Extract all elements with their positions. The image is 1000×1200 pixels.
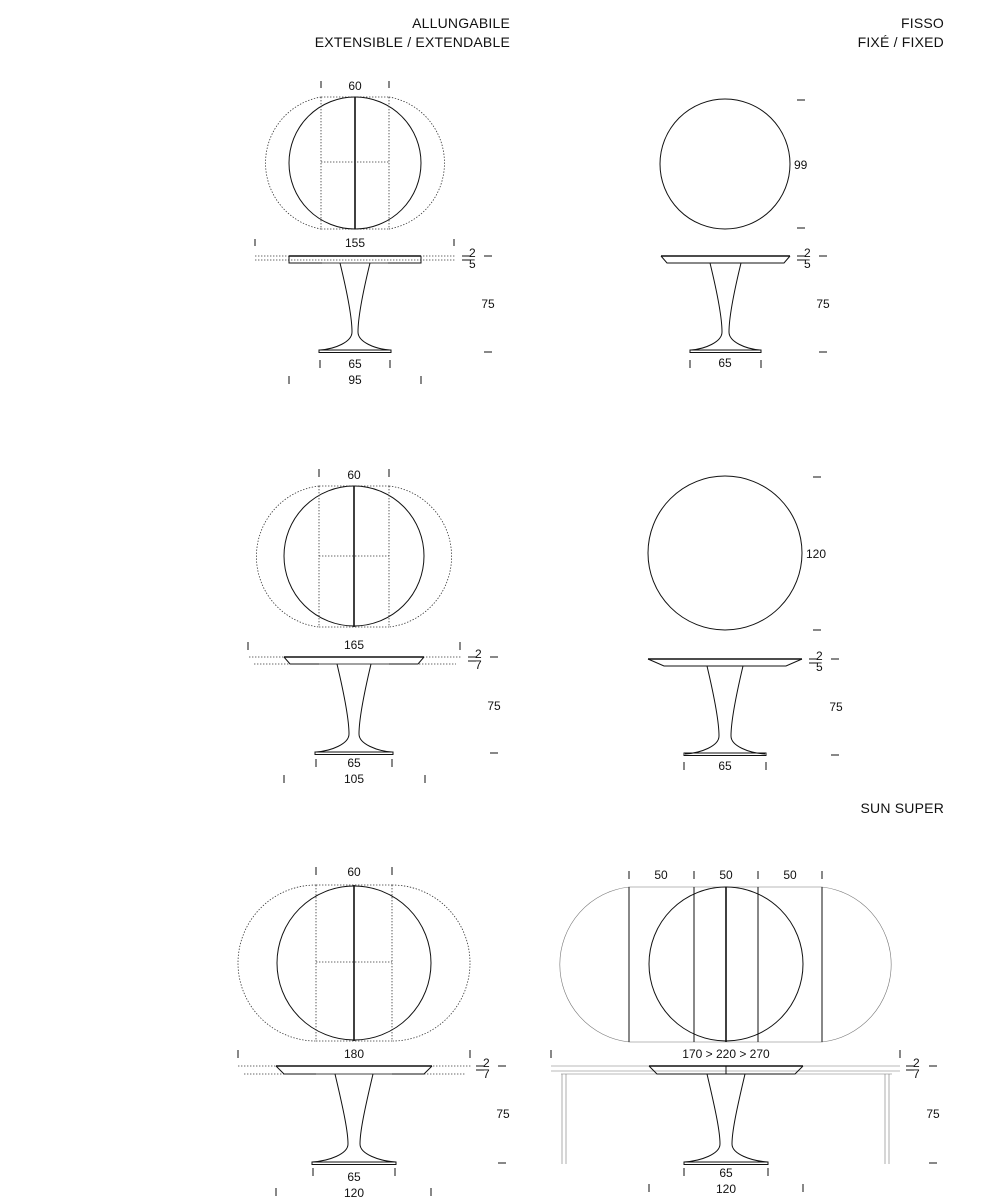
dimension-top-length bbox=[551, 1047, 900, 1061]
label-base: 65 bbox=[348, 357, 362, 371]
top-view bbox=[560, 887, 891, 1042]
dimension-base bbox=[313, 1168, 395, 1184]
label-diameter: 99 bbox=[794, 158, 808, 172]
side-view bbox=[648, 659, 802, 756]
label-top-thickness: 2 bbox=[816, 649, 823, 663]
side-view bbox=[661, 256, 790, 353]
label-base: 65 bbox=[718, 759, 732, 773]
dimension-diameter bbox=[276, 1186, 431, 1200]
label-height: 75 bbox=[496, 1107, 510, 1121]
dimension-height bbox=[816, 297, 830, 352]
thickness-marks bbox=[468, 647, 498, 672]
side-view bbox=[255, 256, 455, 353]
thickness-marks bbox=[476, 1056, 506, 1081]
label-height: 75 bbox=[829, 700, 843, 714]
dimension-height bbox=[926, 1107, 940, 1163]
top-view bbox=[266, 97, 445, 229]
header-extendable-line1: ALLUNGABILE bbox=[412, 15, 510, 31]
dimension-base bbox=[684, 759, 766, 773]
header-sun-super-line1: SUN SUPER bbox=[860, 800, 944, 816]
label-edge-thickness: 5 bbox=[804, 257, 811, 271]
fixed-table-99 bbox=[660, 99, 830, 370]
dimension-diameter bbox=[284, 772, 425, 786]
sun-super-table bbox=[551, 868, 940, 1196]
label-height: 75 bbox=[926, 1107, 940, 1121]
thickness-marks bbox=[462, 246, 492, 271]
label-leaf-width: 60 bbox=[347, 468, 361, 482]
label-top-length: 170 > 220 > 270 bbox=[682, 1047, 770, 1061]
dimension-top-length bbox=[255, 236, 454, 250]
header-fixed-line1: FISSO bbox=[900, 15, 944, 31]
top-view bbox=[660, 99, 790, 229]
label-diameter: 120 bbox=[343, 1186, 365, 1200]
label-diameter: 95 bbox=[348, 373, 362, 387]
extendable-table-120 bbox=[238, 865, 510, 1200]
top-view bbox=[238, 885, 470, 1041]
extendable-table-105 bbox=[248, 468, 501, 786]
label-height: 75 bbox=[487, 699, 501, 713]
dimension-diameter bbox=[649, 1182, 803, 1196]
dimension-diameter bbox=[794, 100, 808, 228]
dimension-base bbox=[684, 1166, 768, 1180]
label-top-thickness: 2 bbox=[913, 1056, 920, 1070]
label-diameter: 120 bbox=[806, 547, 827, 561]
label-top-thickness: 2 bbox=[804, 246, 811, 260]
header-extendable-line2: EXTENSIBLE / EXTENDABLE bbox=[314, 34, 510, 50]
label-edge-thickness: 7 bbox=[475, 658, 482, 672]
label-edge-thickness: 7 bbox=[913, 1067, 920, 1081]
label-base: 65 bbox=[718, 356, 732, 370]
dimension-leaf-width bbox=[319, 468, 389, 482]
dimension-base bbox=[320, 357, 390, 371]
side-view bbox=[249, 657, 461, 755]
label-leaf-width-2: 50 bbox=[719, 868, 733, 882]
dimension-height bbox=[481, 297, 495, 352]
label-top-length: 155 bbox=[344, 236, 366, 250]
dimension-top-length bbox=[248, 638, 460, 652]
thickness-marks bbox=[809, 649, 839, 674]
dimension-leaf-width bbox=[321, 79, 389, 93]
top-view bbox=[648, 476, 802, 630]
dimension-leaf-width bbox=[316, 865, 392, 879]
extendable-table-95 bbox=[255, 79, 495, 387]
label-base: 65 bbox=[347, 1170, 361, 1184]
label-height: 75 bbox=[481, 297, 495, 311]
label-diameter: 120 bbox=[715, 1182, 737, 1196]
label-top-thickness: 2 bbox=[469, 246, 476, 260]
top-view bbox=[256, 486, 451, 627]
label-leaf-width-1: 50 bbox=[654, 868, 668, 882]
label-leaf-width: 60 bbox=[347, 865, 361, 879]
thickness-marks bbox=[906, 1056, 937, 1081]
dimension-diameter bbox=[289, 373, 421, 387]
label-edge-thickness: 5 bbox=[469, 257, 476, 271]
label-base: 65 bbox=[347, 756, 361, 770]
side-view bbox=[238, 1066, 471, 1165]
header-fixed-line2: FIXÉ / FIXED bbox=[857, 34, 944, 50]
dimension-top-length bbox=[238, 1047, 470, 1061]
label-leaf-width-3: 50 bbox=[783, 868, 797, 882]
label-leaf-width: 60 bbox=[348, 79, 362, 93]
dimension-diameter bbox=[806, 477, 826, 630]
dimension-base bbox=[316, 756, 392, 770]
dimension-height bbox=[487, 699, 501, 753]
thickness-marks bbox=[797, 246, 827, 271]
dimension-leaf-widths bbox=[629, 868, 822, 882]
label-edge-thickness: 7 bbox=[483, 1067, 490, 1081]
dimension-height bbox=[496, 1107, 510, 1163]
label-edge-thickness: 5 bbox=[816, 660, 823, 674]
fixed-table-120 bbox=[648, 476, 843, 773]
side-view bbox=[551, 1066, 900, 1165]
dimension-height bbox=[829, 700, 843, 755]
label-base: 65 bbox=[719, 1166, 733, 1180]
label-top-length: 180 bbox=[343, 1047, 365, 1061]
label-diameter: 105 bbox=[343, 772, 365, 786]
label-top-length: 165 bbox=[343, 638, 365, 652]
dimension-base bbox=[690, 356, 761, 370]
label-top-thickness: 2 bbox=[483, 1056, 490, 1070]
label-height: 75 bbox=[816, 297, 830, 311]
label-top-thickness: 2 bbox=[475, 647, 482, 661]
